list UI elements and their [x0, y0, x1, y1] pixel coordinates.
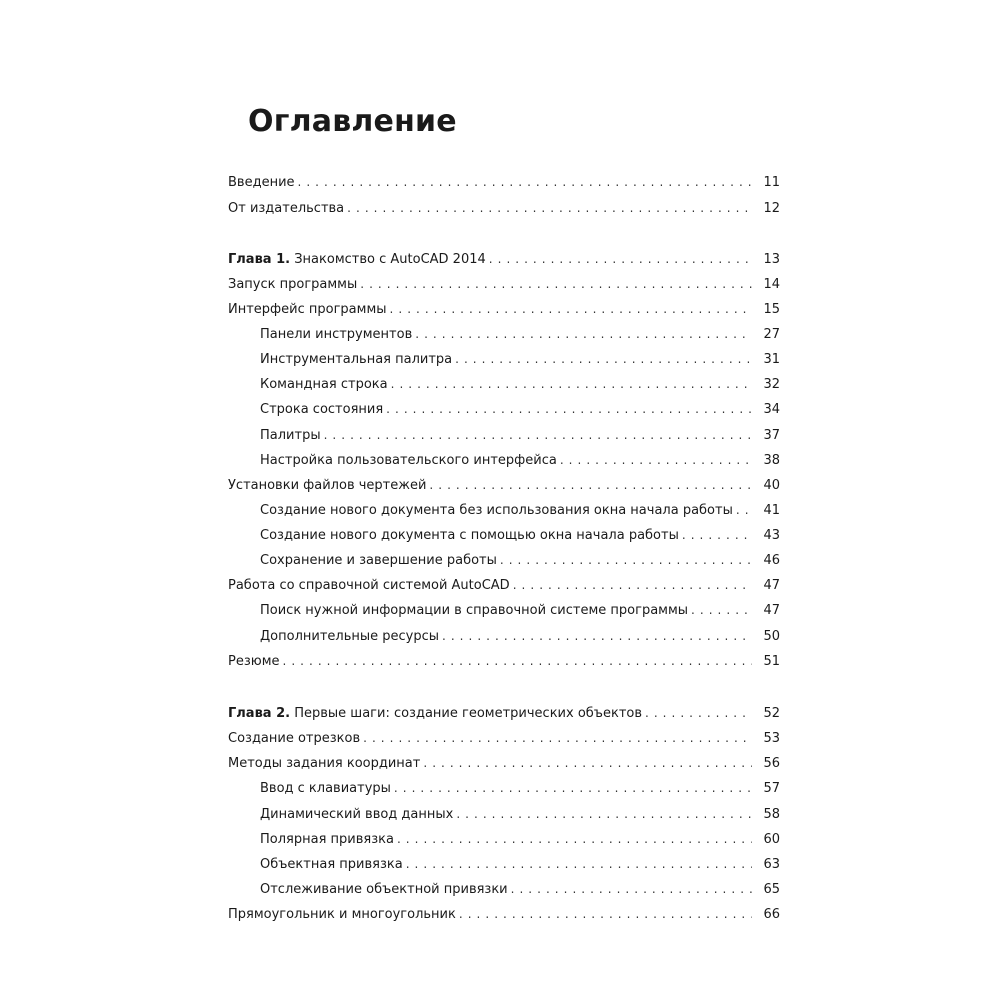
toc-page-number: 47: [763, 603, 780, 618]
toc-entry-label: Полярная привязка: [260, 832, 394, 847]
toc-subentry[interactable]: [260, 804, 780, 824]
dot-leader: [363, 728, 752, 748]
toc-page-number: 50: [763, 629, 780, 644]
toc-entry[interactable]: [228, 475, 780, 495]
dot-leader: [456, 804, 752, 824]
toc-page-number: 56: [763, 756, 780, 771]
toc-entry-label: Методы задания координат: [228, 756, 421, 771]
toc-entry-label: Объектная привязка: [260, 857, 403, 872]
toc-subentry[interactable]: [260, 425, 780, 445]
toc-entry-label: Дополнительные ресурсы: [260, 629, 440, 644]
toc-entry[interactable]: [228, 299, 780, 319]
toc-subentry[interactable]: [260, 879, 780, 899]
toc-page-number: 43: [763, 528, 780, 543]
dot-leader: [682, 525, 752, 545]
toc-entry-label: Строка состояния: [260, 402, 384, 417]
dot-leader: [691, 600, 752, 620]
toc-entry[interactable]: [228, 651, 780, 671]
toc-page-number: 53: [763, 731, 780, 746]
toc-page-number: 40: [763, 478, 780, 493]
toc-subentry[interactable]: [260, 626, 780, 646]
dot-leader: [513, 575, 752, 595]
dot-leader: [511, 879, 752, 899]
toc-entry-label: Создание отрезков: [228, 731, 361, 746]
dot-leader: [406, 854, 752, 874]
toc-page-number: 12: [763, 201, 780, 216]
dot-leader: [459, 904, 752, 924]
toc-entry-label: Интерфейс программы: [228, 302, 387, 317]
dot-leader: [391, 374, 752, 394]
toc-entry[interactable]: [228, 575, 780, 595]
toc-entry-label: Поиск нужной информации в справочной системе программы: [260, 603, 689, 618]
toc-entry-label: Инструментальная палитра: [260, 352, 453, 367]
toc-subentry[interactable]: [260, 399, 780, 419]
dot-leader: [455, 349, 752, 369]
toc-page-number: 15: [763, 302, 780, 317]
toc-page-number: 14: [763, 277, 780, 292]
toc-entry[interactable]: [228, 172, 780, 192]
toc-entry-label: Ввод с клавиатуры: [260, 781, 391, 796]
toc-page-number: 51: [763, 654, 780, 669]
dot-leader: [415, 324, 752, 344]
toc-subentry[interactable]: [260, 450, 780, 470]
toc-entry-label: Резюме: [228, 654, 280, 669]
toc-page-number: 58: [763, 807, 780, 822]
toc-entry-label: От издательства: [228, 201, 345, 216]
toc-entry-label: Прямоугольник и многоугольник: [228, 907, 456, 922]
dot-leader: [390, 299, 752, 319]
toc-chapter-entry[interactable]: [228, 703, 780, 723]
toc-entry[interactable]: [228, 904, 780, 924]
toc-page-number: 57: [763, 781, 780, 796]
toc-page-number: 31: [763, 352, 780, 367]
toc-entry-label: Отслеживание объектной привязки: [260, 882, 508, 897]
dot-leader: [283, 651, 753, 671]
toc-page-number: 34: [763, 402, 780, 417]
toc-subentry[interactable]: [260, 778, 780, 798]
toc-subentry[interactable]: [260, 349, 780, 369]
toc-page-number: 38: [763, 453, 780, 468]
toc-entry-label: Сохранение и завершение работы: [260, 553, 497, 568]
toc-entry-label: Создание нового документа без использования окна начала работы: [260, 503, 733, 518]
chapter-number: Глава 1.: [228, 252, 291, 267]
toc-subentry[interactable]: [260, 600, 780, 620]
toc-page-number: 52: [763, 706, 780, 721]
dot-leader: [560, 450, 752, 470]
toc-entry-label: Палитры: [260, 428, 321, 443]
toc-page-number: 46: [763, 553, 780, 568]
toc-subentry[interactable]: [260, 550, 780, 570]
toc-subentry[interactable]: [260, 374, 780, 394]
chapter-number: Глава 2.: [228, 706, 291, 721]
toc-entry-label: Динамический ввод данных: [260, 807, 454, 822]
toc-subentry[interactable]: [260, 829, 780, 849]
toc-page-number: 13: [763, 252, 780, 267]
dot-leader: [298, 172, 752, 192]
toc-entry[interactable]: [228, 753, 780, 773]
toc-page-number: 47: [763, 578, 780, 593]
toc-entry-label: Глава 2. Первые шаги: создание геометрических объектов: [228, 706, 643, 721]
toc-entry-label: Запуск программы: [228, 277, 358, 292]
dot-leader: [500, 550, 752, 570]
dot-leader: [489, 249, 752, 269]
dot-leader: [645, 703, 752, 723]
toc-entry-label: Панели инструментов: [260, 327, 413, 342]
toc-entry-label: Создание нового документа с помощью окна начала работы: [260, 528, 679, 543]
dot-leader: [386, 399, 752, 419]
toc-entry-label: Установки файлов чертежей: [228, 478, 427, 493]
toc-subentry[interactable]: [260, 525, 780, 545]
toc-entry-label: Работа со справочной системой AutoCAD: [228, 578, 510, 593]
dot-leader: [394, 778, 752, 798]
toc-page-number: 11: [763, 175, 780, 190]
dot-leader: [429, 475, 752, 495]
toc-page-number: 27: [763, 327, 780, 342]
toc-entry[interactable]: [228, 274, 780, 294]
dot-leader: [324, 425, 752, 445]
toc-subentry[interactable]: [260, 500, 780, 520]
toc-subentry[interactable]: [260, 854, 780, 874]
dot-leader: [347, 198, 752, 218]
toc-subentry[interactable]: [260, 324, 780, 344]
toc-page-number: 32: [763, 377, 780, 392]
toc-entry[interactable]: [228, 728, 780, 748]
toc-entry-label: Глава 1. Знакомство с AutoCAD 2014: [228, 252, 486, 267]
toc-entry[interactable]: [228, 198, 780, 218]
toc-page-number: 37: [763, 428, 780, 443]
toc-page-number: 66: [763, 907, 780, 922]
dot-leader: [442, 626, 752, 646]
dot-leader: [360, 274, 752, 294]
dot-leader: [423, 753, 752, 773]
toc-page-number: 63: [763, 857, 780, 872]
toc-chapter-entry[interactable]: [228, 249, 780, 269]
toc-entry-label: Настройка пользовательского интерфейса: [260, 453, 557, 468]
page-title: Оглавление: [248, 104, 457, 139]
toc-entry-label: Командная строка: [260, 377, 388, 392]
toc-page-number: 65: [763, 882, 780, 897]
dot-leader: [736, 500, 752, 520]
toc-entry-label: Введение: [228, 175, 295, 190]
dot-leader: [397, 829, 752, 849]
toc-page-number: 60: [763, 832, 780, 847]
toc-page-number: 41: [763, 503, 780, 518]
